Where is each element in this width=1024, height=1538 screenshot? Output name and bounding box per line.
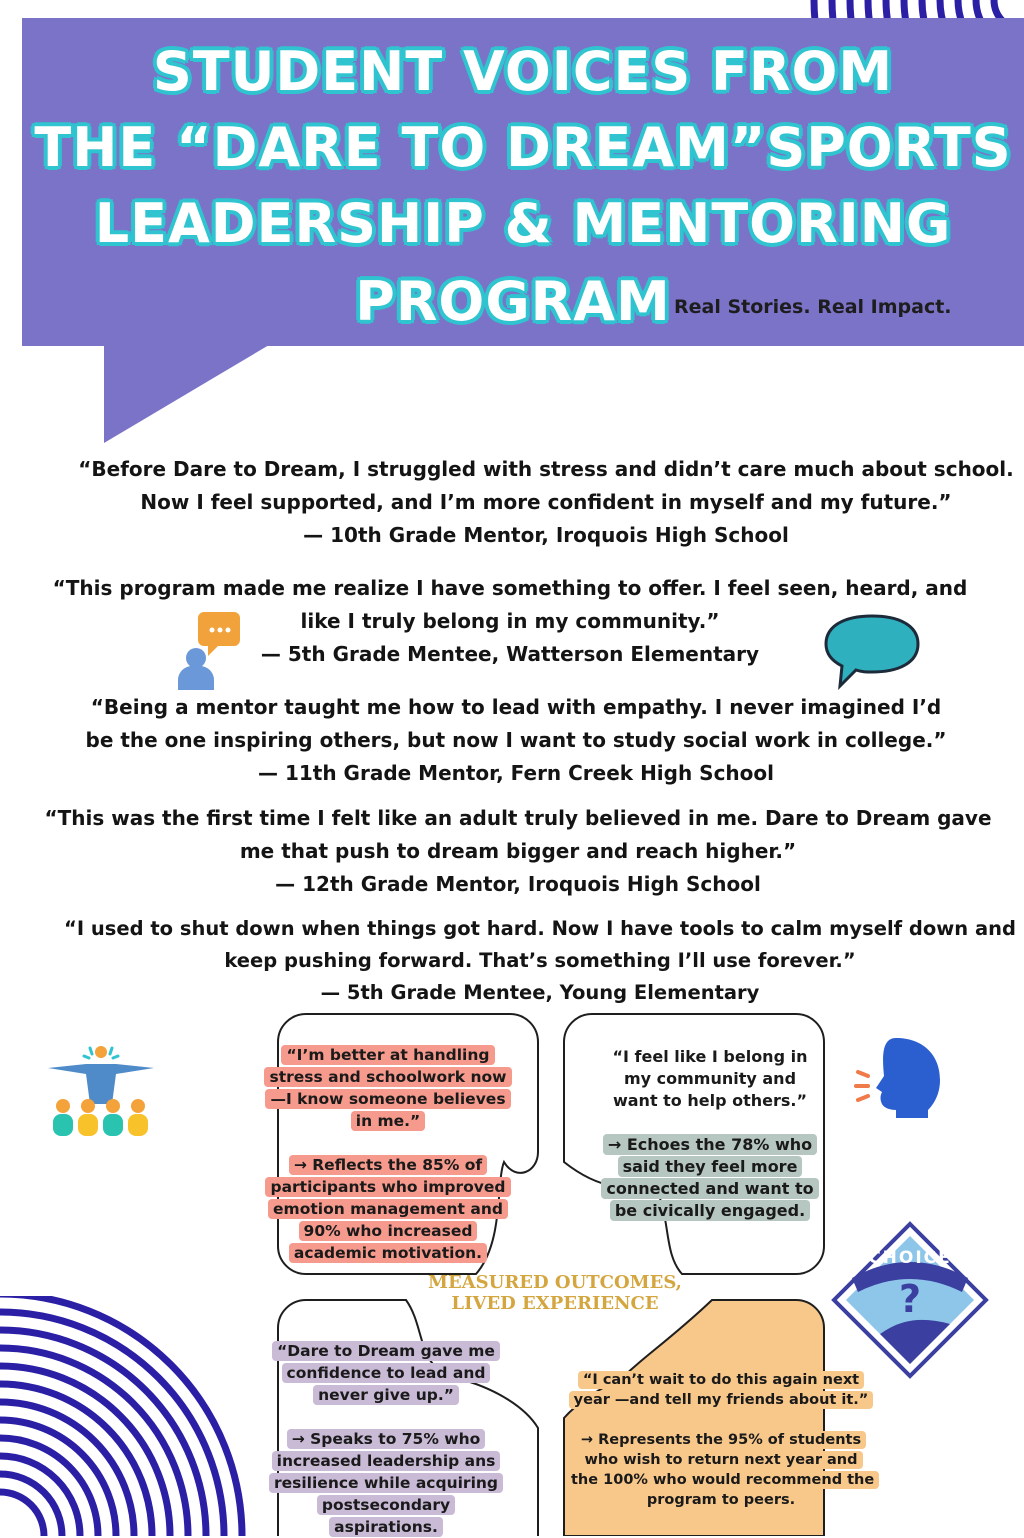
choice-question-badge-icon (830, 1220, 990, 1380)
bubble-2-stat: → Echoes the 78% who said they feel more connected and want to be civically engaged. (601, 1134, 818, 1221)
speaking-head-icon (852, 1034, 944, 1120)
quote-3: “Being a mentor taught me how to lead with empathy. I never imagined I’d be the one inspiring others, but now I want to study social work in college.” — 11th Grade Mentor, Fern Creek High School (85, 695, 947, 785)
quote-1: “Before Dare to Dream, I struggled with stress and didn’t care much about school. Now I feel supported, and I’m more confident in myself and my future.” — 10th Grade Mentor, Iroquois High School (78, 457, 1014, 547)
bubble-4-stat: → Represents the 95% of students who wish to return next year and the 100% who would recommend the program to peers. (566, 1431, 879, 1509)
quote-4: “This was the first time I felt like an adult truly believed in me. Dare to Dream gave me that push to dream bigger and reach higher.” — 12th Grade Mentor, Iroquois High School (44, 806, 992, 896)
bubble-1-text (262, 1044, 514, 1264)
bubble-4-text (566, 1370, 876, 1510)
bubble-3-quote: “Dare to Dream gave me confidence to lead and never give up.” (272, 1341, 500, 1405)
bubble-4-quote: “I can’t wait to do this again next year —and tell my friends about it.” (569, 1371, 874, 1409)
bubble-3-text (266, 1340, 506, 1538)
title-line-4: PROGRAM (355, 270, 671, 333)
bubble-1-stat: → Reflects the 85% of participants who improved emotion management and 90% who increased academic motivation. (265, 1155, 510, 1263)
title-line-2: THE “DARE TO DREAM”SPORTS (34, 116, 1012, 179)
title-line-3: LEADERSHIP & MENTORING (94, 192, 952, 255)
quote-2: “This program made me realize I have something to offer. I feel seen, heard, and like I truly belong in my community.” — 5th Grade Mentee, Watterson Elementary (52, 576, 968, 666)
svg-text:?: ? (898, 1277, 922, 1321)
quote-5: “I used to shut down when things got hard. Now I have tools to calm myself down and keep pushing forward. That’s something I’ll use forever.” — 5th Grade Mentee, Young Elementary (64, 917, 1016, 1004)
bubble-2-quote: “I feel like I belong in my community and want to help others.” (608, 1046, 813, 1111)
bubble-2-text (600, 1046, 820, 1222)
title-line-1: STUDENT VOICES FROM (152, 40, 894, 103)
person-chat-icon (176, 608, 242, 690)
banner-tail (104, 345, 274, 445)
speaker-audience-icon (46, 1040, 156, 1140)
speech-bubble-icon (822, 612, 922, 690)
stripes-bottom-left (0, 1296, 250, 1536)
choice-badge-text: CHOICE (868, 1248, 952, 1268)
tagline: Real Stories. Real Impact. (674, 296, 952, 318)
bubble-1-quote: “I’m better at handling stress and schoolwork now—I know someone believes in me.” (264, 1045, 511, 1131)
outcomes-title: MEASURED OUTCOMES, LIVED EXPERIENCE (428, 1272, 682, 1314)
bubble-3-stat: → Speaks to 75% who increased leadership ans resilience while acquiring postsecondary aspirations. (269, 1429, 503, 1537)
